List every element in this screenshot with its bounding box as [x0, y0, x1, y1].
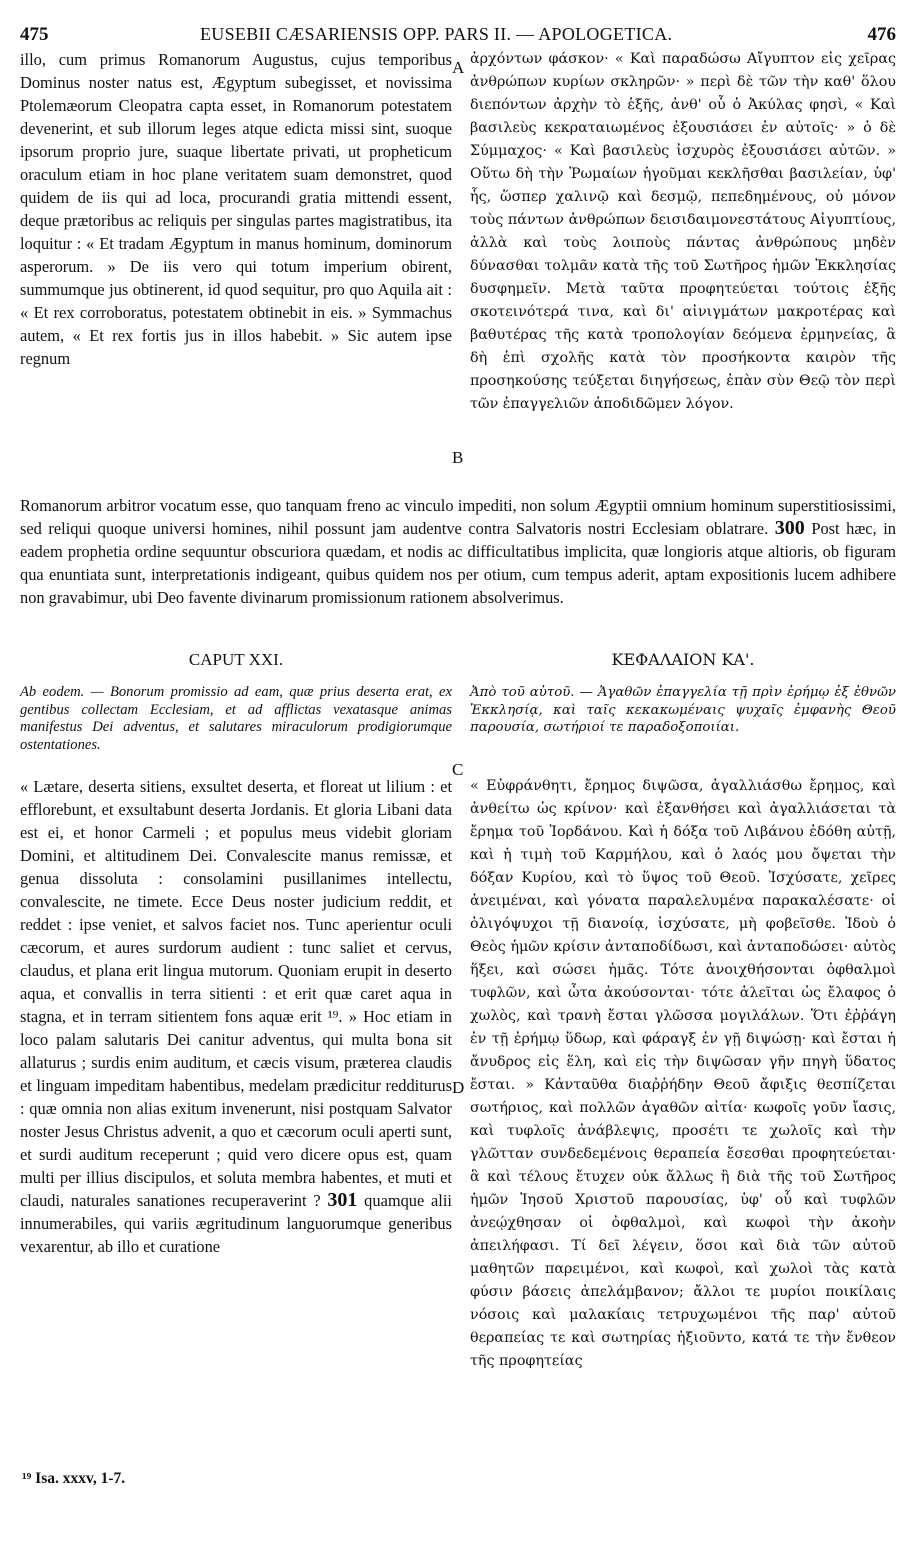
latin-column-top: [20, 48, 452, 370]
margin-letter-c: C: [452, 760, 464, 779]
latin-full-text-a: Romanorum arbitror vocatum esse, quo tanquam freno ac vinculo impediti, non solum Ægyptii omnium hominum superstitiosissimi, sed reliqui quoque universi homines, nihil possunt jam audentve contra Salvatoris nostri Ecclesiam oblatrare.: [20, 496, 896, 538]
greek-paragraph-top: ἀρχόντων φάσκον· « Καὶ παραδώσω Αἴγυπτον εἰς χεῖρας ἀνθρώπων κυρίων σκληρῶν· » περὶ δὲ τῶν τὴν καθ' ὅλου διεπόντων ἀρχὴν τὸ ἑξῆς, ἀνθ' οὗ ὁ Ἀκύλας φησὶ, « Καὶ βασιλεὺς κεκραταιωμένος ἐξουσιάσει ἐν αὐτοῖς· » ὁ δὲ Σύμμαχος· « Καὶ βασιλεὺς ἰσχυρὸς ἐξουσιάσει αὐτῶν. » Οὕτω δὴ τὴν Ῥωμαίων ἡγοῦμαι κεκλῆσθαι βασιλείαν, ὑφ' ἧς, ὥσπερ χαλινῷ καὶ δεσμῷ, πεπεδημένους, οὐ μόνον τοὺς πάντων ἀνθρώπων δεισιδαιμονεστάτους Αἰγυπτίους, ἀλλὰ καὶ τοὺς λοιποὺς πάντας ἀνθρώπους μηδὲν δύνασθαι τολμᾶν κατὰ τῆς τοῦ Σωτῆρος ἡμῶν Ἐκκλησίας δυσφημεῖν. Μετὰ ταῦτα προφητεύεται τούτοις ἑξῆς σκοτεινότερά τινα, καὶ δι' αἰνιγμάτων μακροτέρας καὶ βαθυτέρας τῆς κατὰ τροπολογίαν δεόμενα ἑρμηνείας, ἃ δὴ ἐπὶ σχολῆς κατὰ τὸν προσήκοντα καιρὸν τῆς προσηκούσης τεύξεται διηγήσεως, ἐπὰν σὺν Θεῷ τὸν περὶ τῶν ἐπαγγελιῶν ἀποδιδῶμεν λόγον.: [470, 51, 896, 412]
chapter-heading-latin: CAPUT XXI.: [188, 650, 284, 669]
margin-letter-d: D: [452, 1078, 465, 1097]
latin-full-width: [20, 494, 896, 609]
marker-301: 301: [327, 1189, 358, 1211]
footnote: ¹⁹ Isa. xxxv, 1-7.: [22, 1470, 126, 1487]
latin-main-text-b: quamque alii innumerabiles, qui variis ægritudinum languorumque generibus vexarentur, ab illo et curatione: [20, 1191, 452, 1256]
page-header: [20, 6, 896, 46]
page-number-right: 476: [867, 24, 896, 45]
margin-letter-b: B: [452, 448, 464, 467]
greek-paragraph-main: « Εὐφράνθητι, ἔρημος διψῶσα, ἀγαλλιάσθω ἔρημος, καὶ ἀνθείτω ὡς κρίνον· καὶ ἐξανθήσει καὶ ἀγαλλιάσεται τὰ ἔρημα τοῦ Ἰορδάνου. Καὶ ἡ δόξα τοῦ Λιβάνου ἐδόθη αὐτῇ, καὶ ἡ τιμὴ τοῦ Καρμήλου, καὶ ὁ λαός μου ὄψεται τὴν δόξαν Κυρίου, καὶ τὸ ὕψος τοῦ Θεοῦ. Ἰσχύσατε, χεῖρες ἀνειμέναι, καὶ γόνατα παραλελυμένα παρακαλέσατε· οἱ ὀλιγόψυχοι τῇ διανοίᾳ, ἰσχύσατε, μὴ φοβεῖσθε. Ἰδοὺ ὁ Θεὸς ἡμῶν κρίσιν ἀνταποδίδωσι, καὶ ἀνταποδώσει· αὐτὸς ἥξει, καὶ σώσει ἡμᾶς. Τότε ἀνοιχθήσονται ὀφθαλμοὶ τυφλῶν, καὶ ὦτα ἀκούσονται· τότε ἁλεῖται ὡς ἔλαφος ὁ χωλὸς, καὶ τρανὴ ἔσται γλῶσσα μογιλάλων. Ὅτι ἐῤῥάγη ἐν τῇ ἐρήμῳ ὕδωρ, καὶ φάραγξ ἐν γῇ διψώσῃ· καὶ ἔσται ἡ ἄνυδρος εἰς ἕλη, καὶ εἰς τὴν διψῶσαν γῆν πηγὴ ὕδατος ἔσται. » Κἀνταῦθα διαῤῥήδην Θεοῦ ἄφιξις θεσπίζεται σωτήριος, καὶ πολλῶν ἀγαθῶν αἰτία· κωφοῖς γοῦν ἴασις, καὶ τυφλοῖς ἀνάβλεψις, προσέτι τε χωλοῖς καὶ τὴν γλῶτταν συνδεδεμένοις θεραπεία ἔσεσθαι προφητεύεται· ἃ καὶ τέλους ἔτυχεν οὐκ ἄλλως ἢ διὰ τῆς τοῦ Σωτῆρος ἡμῶν Ἰησοῦ Χριστοῦ παρουσίας, ὑφ' οὗ καὶ τυφλῶν ἀνεῴχθησαν οἱ ὀφθαλμοὶ, καὶ κωφοὶ τὴν ἀκοὴν ἀπειλήφασι. Τί δεῖ λέγειν, ὅσοι καὶ διὰ τῶν αὐτοῦ μαθητῶν παρειμένοι, καὶ κωφοὶ, καὶ χωλοὶ τὰς κατὰ φύσιν βάσεις ἀπελάμβανον; ἄλλοι τε μυρίοι ποικίλαις νόσοις καὶ μαλακίαις τετρυχωμένοι τῆς παρ' αὐτοῦ θεραπείας τε καὶ σωτηρίας ἠξιοῦντο, κατά τε τὴν ἔνθεον τῆς προφητείας: [470, 778, 896, 1369]
greek-column-top: [470, 48, 896, 416]
latin-paragraph-full: [20, 494, 896, 609]
chapter-heading-greek: ΚΕΦΑΛΑΙΟΝ ΚΑ'.: [611, 650, 755, 669]
latin-main-text-a: « Lætare, deserta sitiens, exsultet deserta, et floreat ut lilium : et efflorebunt, et exsultabunt deserta Jordanis. Et gloria Libani data est ei, et honor Carmeli ; et populus meus videbit gloriam Domini, et altitudinem Dei. Convalescite manus remissæ, et genua dissoluta : consolamini pusillanimes intellectu, convalescite, ne timete. Ecce Deus noster judicium reddit, et reddet : ipse veniet, et salvos faciet nos. Tunc aperientur oculi cæcorum, et aures surdorum audient : tunc saliet et cervus, claudus, et plana erit lingua mutorum. Quoniam erupit in deserto aqua, et convallis in terra sitienti : et erit quæ caret aqua in stagna, et in terram sitientem fons aquæ erit ¹⁹. » Hoc etiam in loco palam salutaris Dei canitur adventus, qui multa bona sit allaturus ; surdis enim auditum, et cæcis visum, præterea claudis et linguam impeditam habentibus, medelam prædicitur redditurus : quæ omnia non alias exitum invenerunt, nisi postquam Salvator noster Jesus Christus advenit, a quo et cæcorum oculi aperti sunt, et surdi auditum receperunt ; quid vero dicere opus est, quam multi per illius discipulos, et soluta membra habentes, et muti et claudi, naturales sanationes recuperaverint ?: [20, 777, 452, 1210]
argument-latin: Ab eodem. — Bonorum promissio ad eam, quæ prius deserta erat, ex gentibus collectam Ecclesiam, et ad afflictas vexatasque animas manifestus Dei adventus, et salutares miraculorum prodigiorumque ostentationes.: [20, 684, 452, 753]
latin-column-main: [20, 775, 452, 1258]
latin-paragraph-main: [20, 775, 452, 1258]
latin-full-text-b: Post hæc, in eadem prophetia ordine sequuntur obscuriora quædam, et nodis ac difficultatibus implicita, quæ longioris atque altioris, ob figuram qua enuntiata sunt, interpretationis indigeant, quibus quidem nos per otium, cum tempus aderit, aptam expositionis lucem adhibere non gravabimur, ubi Deo favente divinarum promissionum rationem absolverimus.: [20, 519, 896, 607]
latin-paragraph-top: illo, cum primus Romanorum Augustus, cujus temporibus Dominus noster natus est, Ægyptum subegisset, et novissima Ptolemæorum Cleopatra capta esset, in Romanorum potestatem devenerint, et sub illorum leges atque edicta missi sint, suoque ipsorum proprio jure, suaque libertate privati, ut propheticum oraculum etiam in hoc plane veritatem suam demonstret, quod quidem de iis qui ad loca, procurandi gratia mittendi essent, deque prætoribus ac reliquis per singulas partes magistratibus, ita loquitur : « Et tradam Ægyptum in manus hominum, dominorum asperorum. » De iis vero qui totum imperium obirent, summumque jus obtinerent, id quod sequitur, pro quo Aquila ait : « Et rex corroboratus, potestatem obtinebit in eis. » Symmachus autem, « Et rex fortis jus in illos habebit. » Sic autem ipse regnum: [20, 50, 452, 368]
running-title: EUSEBII CÆSARIENSIS OPP. PARS II. — APOLOGETICA.: [200, 24, 673, 44]
marker-300: 300: [774, 517, 805, 539]
greek-column-main: [470, 775, 896, 1373]
argument-greek: Ἀπὸ τοῦ αὐτοῦ. — Ἀγαθῶν ἐπαγγελία τῇ πρὶν ἐρήμῳ ἐξ ἐθνῶν Ἐκκλησίᾳ, καὶ ταῖς κεκακωμέναις ψυχαῖς ἐμφανὴς Θεοῦ παρουσία, σωτήριοί τε παραδοξοποιίαι.: [470, 685, 896, 735]
page-number-left: 475: [20, 24, 49, 45]
margin-letter-a: A: [452, 58, 465, 77]
